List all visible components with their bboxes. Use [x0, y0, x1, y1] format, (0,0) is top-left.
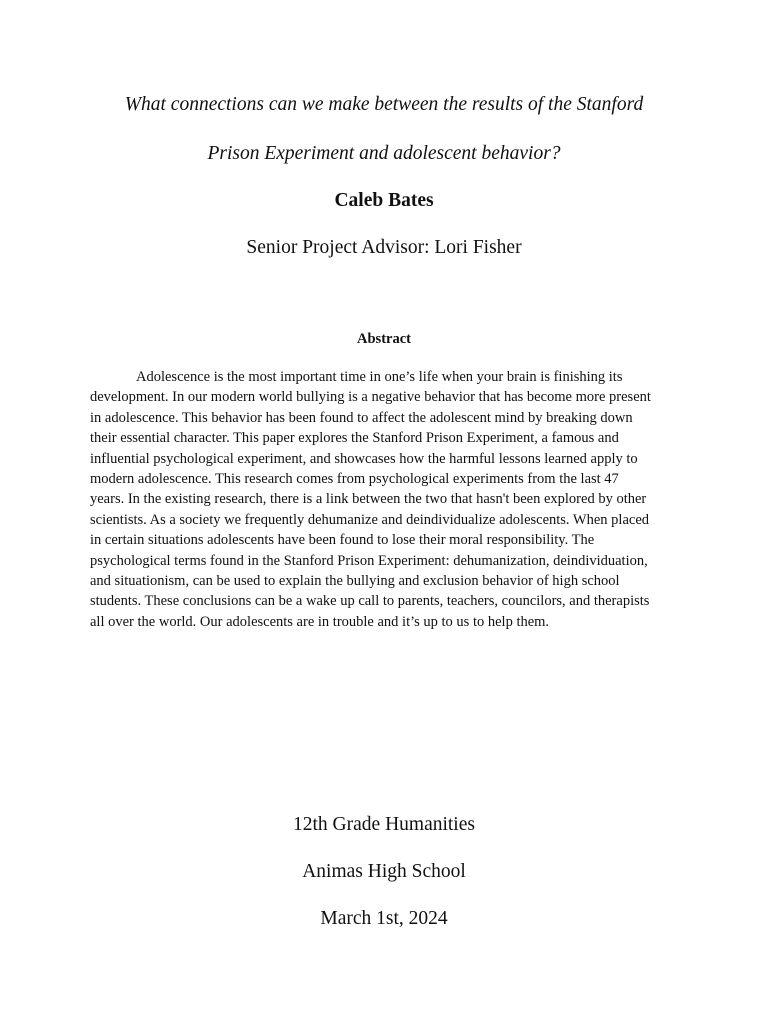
- abstract-line: development. In our modern world bullying is a negative behavior that has become more present: [90, 389, 651, 406]
- school-line: Animas High School: [302, 861, 466, 882]
- abstract-line: their essential character. This paper explores the Stanford Prison Experiment, a famous and: [90, 430, 619, 447]
- title-line-2: Prison Experiment and adolescent behavior?: [207, 143, 561, 164]
- abstract-line: in certain situations adolescents have been found to lose their moral responsibility. The: [90, 532, 595, 549]
- abstract-line: students. These conclusions can be a wake up call to parents, teachers, councilors, and therapists: [90, 593, 650, 610]
- abstract-line: and situationism, can be used to explain the bullying and exclusion behavior of high school: [90, 573, 620, 590]
- abstract-line: influential psychological experiment, and showcases how the harmful lessons learned apply to: [90, 450, 638, 467]
- date-line: March 1st, 2024: [320, 908, 448, 929]
- abstract-line: years. In the existing research, there is a link between the two that hasn't been explored by other: [90, 491, 647, 508]
- abstract-line: Adolescence is the most important time in one’s life when your brain is finishing its: [136, 369, 623, 385]
- abstract-line: psychological terms found in the Stanford Prison Experiment: dehumanization, deindividuation,: [90, 552, 648, 569]
- course-line: 12th Grade Humanities: [293, 814, 475, 835]
- abstract-line: modern adolescence. This research comes from psychological experiments from the last 47: [90, 471, 619, 488]
- author-name: Caleb Bates: [334, 190, 434, 211]
- abstract-body: [90, 367, 650, 632]
- abstract-line: scientists. As a society we frequently dehumanize and deindividualize adolescents. When placed: [90, 511, 650, 528]
- abstract-heading: Abstract: [357, 331, 411, 347]
- abstract-line: all over the world. Our adolescents are in trouble and it’s up to us to help them.: [90, 613, 550, 630]
- abstract-line: in adolescence. This behavior has been found to affect the adolescent mind by breaking down: [90, 409, 633, 426]
- title-line-1: What connections can we make between the results of the Stanford: [124, 94, 644, 115]
- advisor-line: Senior Project Advisor: Lori Fisher: [246, 237, 522, 258]
